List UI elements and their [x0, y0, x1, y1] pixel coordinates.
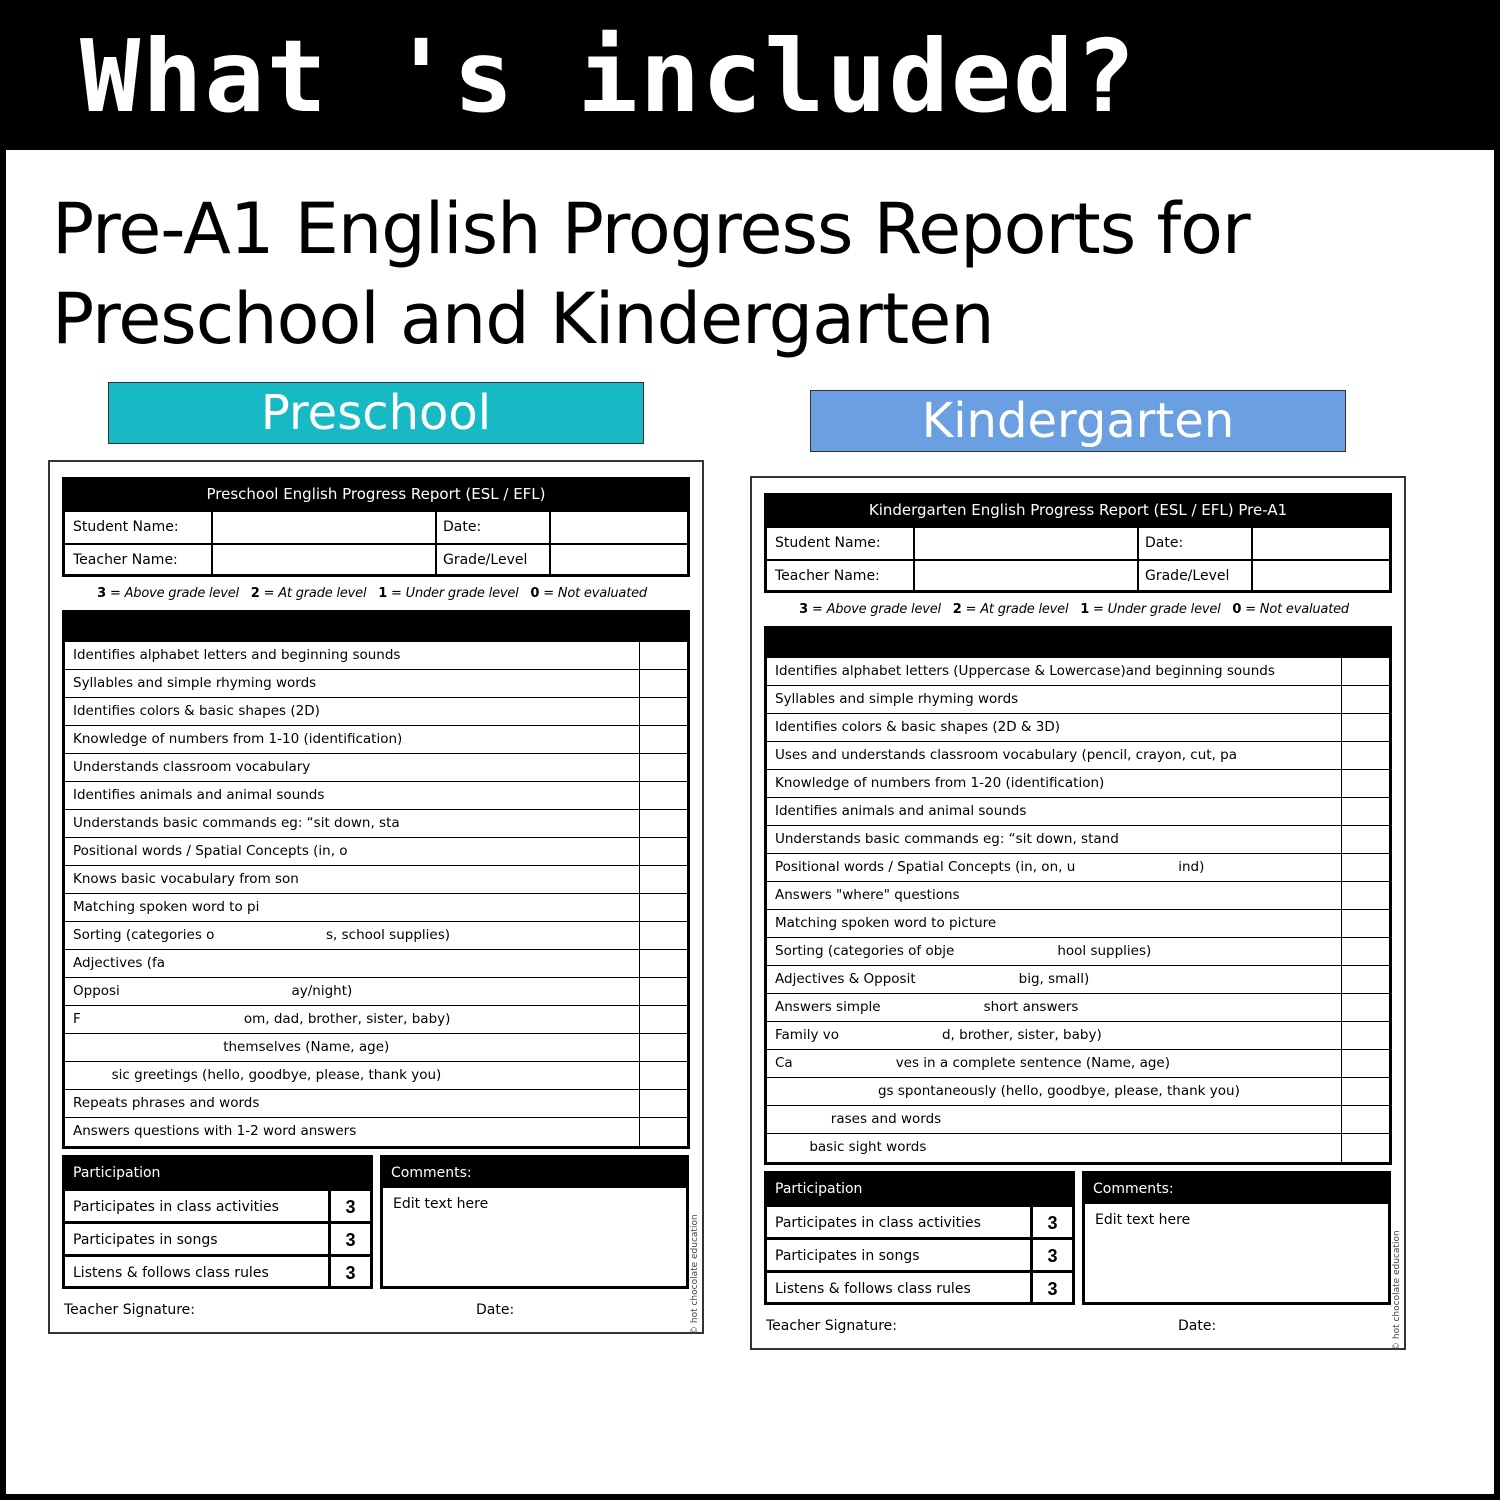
skill-label: Repeats phrases and words: [73, 1095, 260, 1111]
skill-row: [767, 658, 1389, 686]
participation-label: Listens & follows class rules: [73, 1265, 269, 1281]
skill-label: Uses and understands classroom vocabulary (pencil, crayon, cut, pa: [775, 747, 1238, 763]
participation-row: [65, 1254, 370, 1287]
participation-title: Participation: [65, 1158, 370, 1188]
skill-row: [767, 966, 1389, 994]
skill-row: [65, 670, 687, 698]
skill-label: Matching spoken word to picture: [775, 915, 997, 931]
comments-box[interactable]: [1082, 1171, 1391, 1305]
comments-title: Comments:: [383, 1158, 686, 1188]
skills-table: [62, 642, 690, 1149]
skill-label: Adjectives & Opposit big, small): [775, 971, 1090, 987]
skill-row: [65, 978, 687, 1006]
skill-row: [767, 994, 1389, 1022]
skill-row: [767, 1134, 1389, 1162]
participation-title: Participation: [767, 1174, 1072, 1204]
skill-row: [65, 838, 687, 866]
legend-key: 3: [799, 602, 809, 617]
skill-label: Identifies animals and animal sounds: [775, 803, 1027, 819]
score-cell[interactable]: [639, 670, 687, 698]
report-title: Preschool English Progress Report (ESL / EFL): [62, 477, 690, 512]
score-cell[interactable]: [1341, 1134, 1389, 1162]
skill-row: [767, 742, 1389, 770]
report-title: Kindergarten English Progress Report (ESL / EFL) Pre-A1: [764, 493, 1392, 528]
score-cell[interactable]: [639, 950, 687, 978]
participation-row: [65, 1221, 370, 1254]
skill-row: [767, 1050, 1389, 1078]
score-cell[interactable]: [1341, 826, 1389, 854]
participation-row: [767, 1204, 1072, 1237]
skill-label: basic sight words: [775, 1139, 927, 1155]
participation-score[interactable]: 3: [328, 1224, 370, 1254]
score-cell[interactable]: [639, 698, 687, 726]
skill-row: [65, 1062, 687, 1090]
teacher-signature-label: Teacher Signature:: [64, 1302, 196, 1318]
score-cell[interactable]: [1341, 798, 1389, 826]
score-cell[interactable]: [639, 1006, 687, 1034]
participation-box: [764, 1171, 1075, 1305]
score-cell[interactable]: [1341, 658, 1389, 686]
participation-label: Listens & follows class rules: [775, 1281, 971, 1297]
comments-text[interactable]: Edit text here: [393, 1196, 489, 1212]
skill-label: Identifies alphabet letters (Uppercase & Lowercase)and beginning sounds: [775, 663, 1275, 679]
participation-score[interactable]: 3: [1030, 1207, 1072, 1237]
skill-row: [767, 938, 1389, 966]
skill-label: Sorting (categories o s, school supplies): [73, 927, 451, 943]
skill-label: Sorting (categories of obje hool supplies): [775, 943, 1152, 959]
skill-row: [65, 1034, 687, 1062]
skill-row: [767, 882, 1389, 910]
skill-label: Adjectives (fa: [73, 955, 166, 971]
skill-row: [65, 726, 687, 754]
participation-score[interactable]: 3: [328, 1257, 370, 1287]
skill-row: [65, 894, 687, 922]
score-cell[interactable]: [639, 782, 687, 810]
skill-label: Matching spoken word to pi: [73, 899, 260, 915]
participation-row: [65, 1188, 370, 1221]
skill-row: [65, 950, 687, 978]
legend-key: 3: [97, 586, 107, 601]
comments-title: Comments:: [1085, 1174, 1388, 1204]
skill-label: Positional words / Spatial Concepts (in, o: [73, 843, 348, 859]
skill-label: Knowledge of numbers from 1-10 (identification): [73, 731, 403, 747]
student-name-label: Student Name:: [73, 519, 179, 535]
score-cell[interactable]: [1341, 742, 1389, 770]
skill-row: [767, 910, 1389, 938]
info-table: [62, 511, 690, 577]
legend-key: 1: [378, 586, 388, 601]
score-cell[interactable]: [1341, 966, 1389, 994]
participation-label: Participates in class activities: [775, 1215, 981, 1231]
skills-table: [764, 658, 1392, 1165]
score-cell[interactable]: [639, 1118, 687, 1146]
skill-row: [767, 854, 1389, 882]
grade-level-label: Grade/Level: [443, 552, 528, 568]
report-sheet: [48, 460, 704, 1334]
skill-row: [767, 1022, 1389, 1050]
comments-text[interactable]: Edit text here: [1095, 1212, 1191, 1228]
skill-row: [767, 1106, 1389, 1134]
skill-label: Syllables and simple rhyming words: [73, 675, 317, 691]
score-cell[interactable]: [639, 1090, 687, 1118]
skill-row: [65, 922, 687, 950]
skill-label: themselves (Name, age): [73, 1039, 390, 1055]
skill-label: Understands basic commands eg: “sit down, sta: [73, 815, 400, 831]
score-cell[interactable]: [1341, 938, 1389, 966]
score-cell[interactable]: [639, 838, 687, 866]
subtitle-line-1: Pre-A1 English Progress Reports for: [52, 188, 1250, 270]
skill-row: [65, 1090, 687, 1118]
teacher-name-label: Teacher Name:: [775, 568, 880, 584]
info-table: [764, 527, 1392, 593]
preschool-banner: Preschool: [108, 382, 644, 444]
legend-key: 0: [1232, 602, 1242, 617]
legend-text: = Not evaluated: [543, 586, 647, 601]
skill-label: F om, dad, brother, sister, baby): [73, 1011, 451, 1027]
signature-date-label: Date:: [476, 1302, 515, 1318]
participation-label: Participates in songs: [775, 1248, 920, 1264]
skill-label: sic greetings (hello, goodbye, please, thank you): [73, 1067, 442, 1083]
grade-level-label: Grade/Level: [1145, 568, 1230, 584]
skill-row: [767, 798, 1389, 826]
legend-text: = Under grade level: [391, 586, 519, 601]
teacher-name-label: Teacher Name:: [73, 552, 178, 568]
skills-header-bar: [764, 626, 1392, 658]
skill-row: [767, 714, 1389, 742]
score-cell[interactable]: [639, 978, 687, 1006]
skill-row: [65, 810, 687, 838]
skill-label: Answers "where" questions: [775, 887, 960, 903]
skill-label: Answers questions with 1-2 word answers: [73, 1123, 357, 1139]
score-cell[interactable]: [639, 754, 687, 782]
skill-label: Syllables and simple rhyming words: [775, 691, 1019, 707]
score-cell[interactable]: [639, 1062, 687, 1090]
comments-box[interactable]: [380, 1155, 689, 1289]
skill-label: Understands basic commands eg: “sit down, stand: [775, 831, 1119, 847]
score-cell[interactable]: [1341, 770, 1389, 798]
participation-label: Participates in class activities: [73, 1199, 279, 1215]
grading-legend: [54, 586, 698, 601]
report-sheet: [750, 476, 1406, 1350]
date-label: Date:: [443, 519, 482, 535]
score-cell[interactable]: [639, 866, 687, 894]
kindergarten-banner: Kindergarten: [810, 390, 1346, 452]
score-cell[interactable]: [1341, 994, 1389, 1022]
score-cell[interactable]: [639, 810, 687, 838]
participation-label: Participates in songs: [73, 1232, 218, 1248]
participation-box: [62, 1155, 373, 1289]
participation-row: [767, 1237, 1072, 1270]
grading-legend: [756, 602, 1400, 617]
score-cell[interactable]: [639, 642, 687, 670]
legend-key: 2: [952, 602, 962, 617]
score-cell[interactable]: [1341, 910, 1389, 938]
subtitle-line-2: Preschool and Kindergarten: [52, 278, 994, 360]
teacher-signature-label: Teacher Signature:: [766, 1318, 898, 1334]
participation-score[interactable]: 3: [328, 1191, 370, 1221]
score-cell[interactable]: [1341, 854, 1389, 882]
score-cell[interactable]: [639, 922, 687, 950]
skill-row: [767, 1078, 1389, 1106]
legend-key: 2: [250, 586, 260, 601]
skill-label: gs spontaneously (hello, goodbye, please, thank you): [775, 1083, 1240, 1099]
skill-label: Answers simple short answers: [775, 999, 1079, 1015]
skill-label: Identifies animals and animal sounds: [73, 787, 325, 803]
copyright: © hot chocolate education: [690, 1214, 700, 1335]
skills-header-bar: [62, 610, 690, 642]
skill-label: Understands classroom vocabulary: [73, 759, 311, 775]
participation-row: [767, 1270, 1072, 1303]
legend-text: = At grade level: [263, 586, 367, 601]
skill-row: [65, 1118, 687, 1146]
skill-label: Knowledge of numbers from 1-20 (identification): [775, 775, 1105, 791]
legend-text: = Under grade level: [1093, 602, 1221, 617]
skill-label: Family vo d, brother, sister, baby): [775, 1027, 1102, 1043]
skill-label: Positional words / Spatial Concepts (in, on, u ind): [775, 859, 1205, 875]
skill-row: [767, 826, 1389, 854]
skill-label: Ca ves in a complete sentence (Name, age): [775, 1055, 1170, 1071]
score-cell[interactable]: [1341, 686, 1389, 714]
score-cell[interactable]: [1341, 882, 1389, 910]
score-cell[interactable]: [639, 726, 687, 754]
skill-row: [65, 1006, 687, 1034]
participation-score[interactable]: 3: [1030, 1240, 1072, 1270]
legend-text: = At grade level: [965, 602, 1069, 617]
skill-row: [65, 642, 687, 670]
student-name-label: Student Name:: [775, 535, 881, 551]
copyright: © hot chocolate education: [1392, 1230, 1402, 1351]
score-cell[interactable]: [1341, 714, 1389, 742]
score-cell[interactable]: [1341, 1106, 1389, 1134]
skill-row: [65, 698, 687, 726]
skill-label: Identifies colors & basic shapes (2D): [73, 703, 320, 719]
date-label: Date:: [1145, 535, 1184, 551]
skill-label: Opposi ay/night): [73, 983, 353, 999]
legend-key: 1: [1080, 602, 1090, 617]
skill-label: Knows basic vocabulary from son: [73, 871, 299, 887]
score-cell[interactable]: [1341, 1050, 1389, 1078]
score-cell[interactable]: [639, 894, 687, 922]
skill-row: [767, 686, 1389, 714]
score-cell[interactable]: [1341, 1022, 1389, 1050]
skill-row: [767, 770, 1389, 798]
skill-label: rases and words: [775, 1111, 942, 1127]
legend-text: = Above grade level: [811, 602, 941, 617]
skill-label: Identifies alphabet letters and beginning sounds: [73, 647, 401, 663]
signature-date-label: Date:: [1178, 1318, 1217, 1334]
score-cell[interactable]: [1341, 1078, 1389, 1106]
skill-row: [65, 866, 687, 894]
skill-label: Identifies colors & basic shapes (2D & 3D): [775, 719, 1060, 735]
legend-key: 0: [530, 586, 540, 601]
skill-row: [65, 782, 687, 810]
score-cell[interactable]: [639, 1034, 687, 1062]
skill-row: [65, 754, 687, 782]
participation-score[interactable]: 3: [1030, 1273, 1072, 1303]
page-title: What 's included?: [80, 18, 1138, 135]
legend-text: = Above grade level: [109, 586, 239, 601]
legend-text: = Not evaluated: [1245, 602, 1349, 617]
